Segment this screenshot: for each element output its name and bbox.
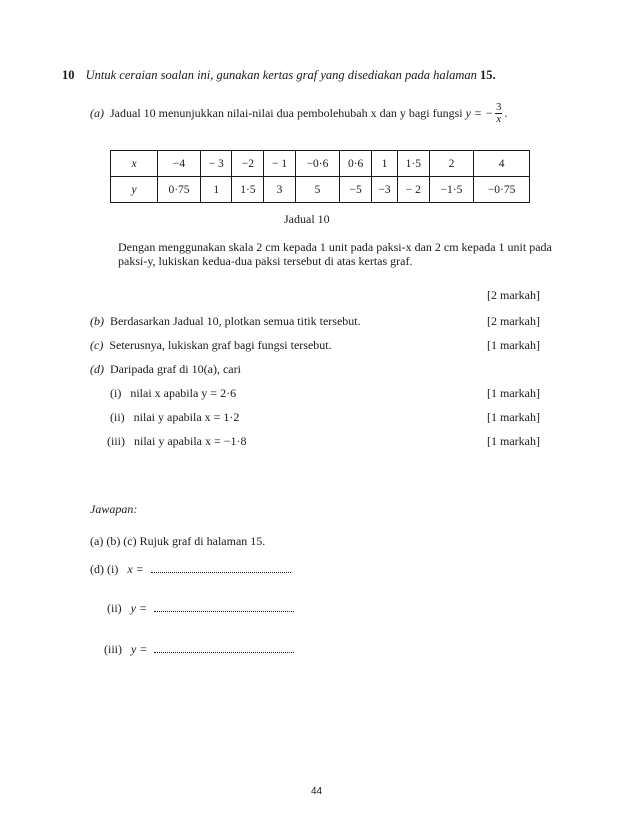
answer-d-ii-label: (ii)	[107, 601, 122, 615]
table-cell: 2	[429, 151, 473, 177]
part-a-text: Jadual 10 menunjukkan nilai-nilai dua pembolehubah x dan y bagi fungsi	[110, 106, 463, 120]
marks-d-i: [1 markah]	[487, 386, 540, 400]
part-d	[90, 362, 241, 377]
answer-d-i	[90, 562, 291, 577]
question-page-ref: 15.	[480, 68, 496, 82]
scale-instruction: Dengan menggunakan skala 2 cm kepada 1 unit pada paksi-x dan 2 cm kepada 1 unit pada paksi-y, lukiskan kedua-dua paksi tersebut di atas kertas graf.	[118, 240, 552, 268]
part-b	[90, 314, 361, 329]
table-cell: 0·75	[158, 177, 201, 203]
table-cell: −1·5	[429, 177, 473, 203]
part-a-label: (a)	[90, 106, 104, 120]
table-row-y	[111, 177, 530, 203]
answer-d-iii-var: y =	[131, 642, 148, 656]
answer-d-i-field[interactable]	[151, 562, 291, 573]
table-cell: 3	[264, 177, 295, 203]
table-header-x: x	[111, 151, 158, 177]
answer-d-iii-field[interactable]	[154, 642, 294, 653]
answer-abc: (a) (b) (c) Rujuk graf di halaman 15.	[90, 534, 266, 548]
answer-d-ii-var: y =	[130, 601, 148, 615]
answer-heading: Jawapan:	[90, 502, 138, 516]
part-d-ii-text: nilai y apabila x = 1·2	[133, 410, 240, 424]
marks-c: [1 markah]	[487, 338, 540, 352]
function-fraction	[495, 102, 502, 125]
table-cell: −5	[340, 177, 372, 203]
answer-d-ii-field[interactable]	[154, 601, 294, 612]
answer-d-ii	[107, 601, 294, 616]
table-cell: 4	[474, 151, 530, 177]
part-a	[90, 102, 507, 125]
fraction-numerator: 3	[496, 102, 502, 113]
answer-d-iii	[104, 642, 294, 657]
table-cell: −3	[372, 177, 398, 203]
function-end: .	[504, 106, 508, 120]
table-cell: 1	[201, 177, 232, 203]
marks-d-iii: [1 markah]	[487, 434, 540, 448]
table-cell: 1·5	[397, 151, 429, 177]
part-d-ii	[110, 410, 239, 425]
answer-d-i-var: x =	[127, 562, 144, 576]
table-cell: −0·75	[474, 177, 530, 203]
function-prefix: y = −	[465, 106, 494, 120]
part-d-ii-label: (ii)	[110, 410, 125, 424]
table-row-x	[111, 151, 530, 177]
table-cell: −0·6	[295, 151, 339, 177]
part-c	[90, 338, 332, 353]
fraction-denominator: x	[496, 114, 502, 125]
part-d-iii-text: nilai y apabila x = −1·8	[134, 434, 247, 448]
table-cell: − 2	[397, 177, 429, 203]
page-number: 44	[311, 786, 323, 797]
question-number: 10	[62, 68, 75, 82]
marks-scale: [2 markah]	[487, 288, 540, 302]
part-c-label: (c)	[90, 338, 104, 352]
part-c-text: Seterusnya, lukiskan graf bagi fungsi tersebut.	[109, 338, 332, 352]
table-cell: 1·5	[232, 177, 264, 203]
table-caption: Jadual 10	[284, 212, 330, 226]
part-b-text: Berdasarkan Jadual 10, plotkan semua titik tersebut.	[110, 314, 361, 328]
part-d-iii	[107, 434, 247, 449]
question-header	[62, 68, 496, 83]
part-d-i	[110, 386, 236, 401]
part-b-label: (b)	[90, 314, 104, 328]
marks-d-ii: [1 markah]	[487, 410, 540, 424]
table-cell: − 3	[201, 151, 232, 177]
part-d-text: Daripada graf di 10(a), cari	[110, 362, 241, 376]
table-cell: −2	[232, 151, 264, 177]
part-d-iii-label: (iii)	[107, 434, 125, 448]
part-d-i-text: nilai x apabila y = 2·6	[130, 386, 237, 400]
answer-d-i-label: (d) (i)	[90, 562, 119, 576]
table-cell: −4	[158, 151, 201, 177]
table-header-y: y	[111, 177, 158, 203]
question-instruction: Untuk ceraian soalan ini, gunakan kertas graf yang disediakan pada halaman	[85, 68, 477, 82]
part-d-label: (d)	[90, 362, 104, 376]
answer-d-iii-label: (iii)	[104, 642, 122, 656]
table-cell: 5	[295, 177, 339, 203]
table-cell: 0·6	[340, 151, 372, 177]
part-d-i-label: (i)	[110, 386, 122, 400]
table-cell: 1	[372, 151, 398, 177]
marks-b: [2 markah]	[487, 314, 540, 328]
table-cell: − 1	[264, 151, 295, 177]
data-table	[110, 150, 530, 203]
